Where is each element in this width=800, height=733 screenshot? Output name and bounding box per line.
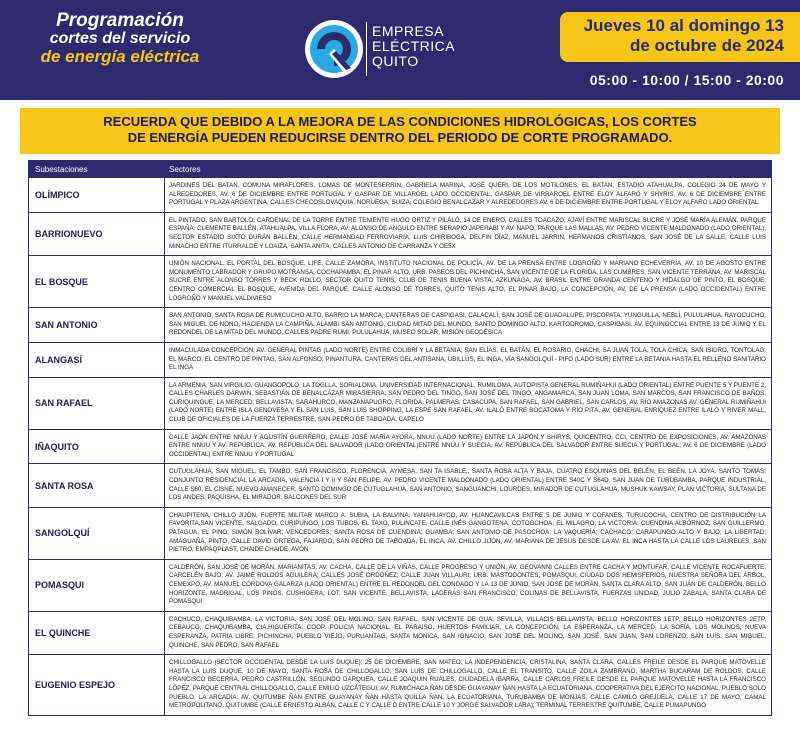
table-row — [29, 178, 771, 212]
table-row — [29, 342, 771, 377]
company-line-3: QUITO — [372, 53, 419, 69]
header — [0, 0, 800, 100]
substation-name: BARRIONUEVO — [29, 213, 165, 255]
substation-name: SANTA ROSA — [29, 464, 165, 506]
table-row — [29, 255, 771, 307]
company-name — [372, 24, 455, 69]
notice-line-2: DE ENERGÍA PUEDEN REDUCIRSE DENTRO DEL PERIODO DE CORTE PROGRAMADO. — [127, 130, 673, 145]
sectors-list: CUTUGLAHUA, SAN MIGUEL, EL TAMBO, SAN FRANCISCO, FLORENCIA, AYMESA, SAN TA ISABLE,; SANTA ROSA ALTA Y BAJA, CUATRO ESQUINAS DEL BELÉN, EL BEÉN, LA JOYA, SANTO TOMÁS; CONJUNTO RESIDENCIAL LA ARCADIA, VALENCIA I Y II Y SAN FELIPE, AV. PEDRO VICENTE MALDONADO (LADO ORIENTAL) ENTRE S40C Y S64D, SAN JUAN DE TURUBAMBA, PARQUE INDUSTRIAL, CALLE S60, EL CISNE, NUEVO AMANECER, SANTO DOMINGO DE CUTUGLAHUA, SAN ANTONIO, SANGUANCHI, LOURDES, MIRADOR DE CUTUGLAHUA, MUSHUK KAWSAY, PLAN VICTORIA, SULTANA DE LOS ANDES, PAQUISHA, EL MIRADOR, BALCONES DEL SUR — [169, 468, 766, 502]
sectors-list: JARDINES DEL BATAN, COMUNA MIRAFLORES, LOMAS DE MONTESERRIN, GABRIELA MARINA, JOSÉ QUERI, DE LOS MOTILONES, EL BATAN, ESTADIO ATAHUALPA, COLEGIO 24 DE MAYO Y ALREDEDORES, AV. 6 DE DICIEMBRE ENTRE PORTUGAL Y GASPAR DE VILLAROEL LADO OCCIDENTAL, GASPAR DE VIRRAROEL ENTRE ELOY ALFARO Y SHYRIS, AV. 6 DE DICIEMBRE ENTRE PORTUGAL Y PLAZA ARGENTINA, CALLES CHECOSLOVAQUIA, NORUEGA, SUIZA, COLEGIO BENALCAZAR Y ALREDEDORES AV. 6 DE DICIEMBRE ENTRE PORTUGAL Y ELOY ALFARO LADO ORIENTAL — [169, 182, 766, 207]
substation-name: SAN RAFAEL — [29, 378, 165, 429]
sectors-list: CALLE JAÓN ENTRE NNUU Y AGUSTÍN GUERRERO, CALLE JOSÉ MARÍA AYORA, NNUU (LADO NORTE) ENTRE LA JAPÓN Y SHIRYS, QUICENTRO, CCI, CENTRO DE EXPOSICIONES, AV. AMAZONAS ENTRE NNUU Y AV. REPÚBLICA, AV. REPÚBLICA DEL SALVADOR (LADO ORIENTAL)ENTRE NNUU Y SUECIA, AV. REPÚBLICA DEL SALVADOR ENTRE SUECIA Y PORTUGAL, AV. 6 DE DICIEMBRE (LADO OCCIDENTAL) ENTRE NNUU Y PORTUGAL — [169, 433, 766, 458]
table-row — [29, 654, 771, 715]
substation-name: IÑAQUITO — [29, 430, 165, 464]
logo-divider — [366, 22, 367, 76]
column-header-sectores: Sectores — [169, 165, 201, 174]
substation-name: OLÍMPICO — [29, 178, 165, 212]
company-line-2: ELÉCTRICA — [372, 38, 456, 54]
table-row — [29, 559, 771, 611]
substation-name: SANGOLQUÍ — [29, 508, 165, 559]
substation-name: SAN ANTONIO — [29, 308, 165, 342]
sectors-list: EL PINTADO, SAN BARTOLO, CARDENAL DE LA TORRE ENTRE TENIENTE HUGO ORTIZ Y PILALÓ, 14 DE ENERO, CALLES TOACAZO, AJAVÍ ENTRE MARISCAL SUCRE Y JOSÉ MARÍA ALEMÁN, PARQUE ESPAÑA, CLEMENTE BALLÉN, ATAHUALPA, VILLA FLORA, AV. ALONSO DE ANGULO ENTRE SERAPIO JAPERABI Y AV. NAPO, PARQUE LAS MALLAS, AV. PEDRO VICENTE MALDONADO (LADO ORIENTAL), SECTOR ESTADIO SIXTO DURÁN BALLÉN, CALLE HERMANDAD FERROVIARIA, LUIS CHIRIBOGA, DELFIN DÍAZ, MANUEL JARRIN, HERMANOS CRISTIANOS, SAN JOSÉ DE LA SALLE, CALLE LUIS MINACHO ENTRE ITURRALDE Y LOAIZA, SANTA ANITA, CALLES ANTONIO DE CARRANZA Y OE5X — [169, 216, 766, 250]
company-logo-icon — [303, 18, 365, 80]
table-body — [29, 178, 771, 715]
date-line-2: de octubre de 2024 — [629, 36, 784, 55]
substation-name: ALANGASÍ — [29, 343, 165, 377]
table-row — [29, 611, 771, 654]
outage-hours: 05:00 - 10:00 / 15:00 - 20:00 — [589, 72, 784, 88]
sectors-list: CACHUCO, CHAQUIBAMBA, LA VICTORIA, SAN JOSÉ DEL MOLINO, SAN RAFAEL, SAN VICENTE DE GUA, SEVILLA, VILLACIS BELLAVISTA, BELLO HORIZONTES 1ETP, BELLO HORIZONTES 2ETP, CEBAUCO, CHAQUIBAMBA, CIA.HIGUERITA, COOP. POLICIA NACIONAL, EL PARAISO, HUERTOS FAMILIAR, LA CONCEPCIÓN, LA ESPERANZA, LA MERCED, LA SOFÍA, LOS MOLINOS, NUEVA ESPERANZA, PATRIA LIBRE, PICHINCHA, PUEBLO VIEJO, PURUANTAG, SANTA MONICA, SAN IGNACIO, SAN JOSÉ DEL MOLINO, SAN JOSÉ, SAN JUAN, SAN LORENZO, SAN LUIS, SAN MIGUEL, QUINCHE, SAN PEDRO, SAN RAFAEL — [169, 615, 766, 649]
title-line-2: cortes del servicio — [49, 30, 191, 47]
sectors-list: UNIÓN NACIONAL, EL PORTAL DEL BOSQUE, LIFE, CALLE ZAMORA, INSTITUTO NACIONAL DE POLICÍA, AV. DE LA PRENSA ENTRE LOGROÑO Y MARIANO ECHEVERRÍA, AV. 10 DE AGOSTO ENTRE MONUMENTO LABRADOR Y GRUPO MOTRANSA, COCHAPAMBA, EL PINAR ALTO, URB. PASEOS DEL PICHINCHA, SAN VICENTE DE LA FLORIDA, LAS CUMBRES, SAN VICENTE TERRANA, AV. MARISCAL SUCRE ENTRE ALONSO TORRES Y BECK ROLLO, SECTOR QUITO TENIS, CLUB DE TENIS BUENA VISTA, AZKUNAGA, AV. BRASIL ENTRE GRANDA CENTENO Y HIDALGO DE PINTO, EL BOSQUE, CENTRO COMERCIAL EL BOSQUE, AVENIDA DEL PARQUE, CALLE ALONSO DE TORRES, QUITO TENIS ALTO, EL PINAR BAJO, LA CONCEPCIÓN, AV. DE LA PRENSA (LADO OCCIDENTAL) ENTRE LOGROÑO Y MANUEL VALDIVIESO — [169, 260, 766, 302]
sectors-list: LA ARMENIA, SAN VIRGILIO, GUANGOPOLO, LA TOGLLA, SORIALOMA, UNIVERSIDAD INTERNACIONAL, RUMILOMA, AUTOPISTA GENERAL RUMIÑAHUI (LADO ORIENTAL) ENTRE PUENTE 5 Y PUENTE 2, CALLES CHARLES DARWIN, SEBASTIÁN DE BENALCÁZAR MIRASIERRA, SAN PEDRO DEL TINGO, SAN JOSÉ DEL TINGO, ANGAMARCA, SAN JUAN LOMA, SAN MARCOS, SAN FRANCISCO DE BAÑOS, CURIQUINGUE, LA MERCED, BELLAVISTA, SARAHURCO, MANZANAPUGRO, FLORIDA, PALMERAS, CASACUPA, SAN RAFAEL, SAN GABRIEL, SAN CARLOS, AV. RÍO AMAZONAS AV. GENERAL RUMIÑAHUI (LADO NORTE) ENTRE ISLA GENOVESA Y EL SAN LUIS, SAN LUIS SHOPPING, LA ESPE SAN RAFAEL, AV. ILALÓ ENTRE BOCATOMA Y RÍO PITA, AV. GENERAL ENRÍQUEZ ENTRE ILALÓ Y RIVER MALL, CLUB DE OFICIALES DE LA FUERZA TERRESTRE, SAN PEDRO DE TABOADA, CAPELO — [169, 381, 766, 424]
company-line-1: EMPRESA — [372, 23, 444, 39]
substation-name: EL BOSQUE — [29, 256, 165, 307]
title-line-3: de energía eléctrica — [40, 47, 200, 66]
date-line-1: Jueves 10 al domingo 13 — [583, 16, 784, 35]
column-header-subestaciones: Subestaciones — [35, 165, 88, 174]
title-line-1: Programación — [56, 10, 184, 31]
substation-name: POMASQUI — [29, 560, 165, 611]
table-row — [29, 463, 771, 506]
date-range-badge — [560, 12, 800, 62]
substation-name: EL QUINCHE — [29, 612, 165, 654]
notice-banner — [20, 108, 780, 154]
notice-line-1: RECUERDA QUE DEBIDO A LA MEJORA DE LAS CONDICIONES HIDROLÓGICAS, LOS CORTES — [103, 114, 697, 129]
table-header — [29, 161, 771, 178]
sectors-list: INMACULADA CONCEPCIÓN, AV. GENERAL PINTAG (LADO NORTE) ENTRE COLIBRÍ Y LA BETANIA, SAN ELÍAS, EL BATÁN, EL ROSARIO, CHACHI, SA JUAN TOLA, TOLA CHICA, SAN ISIDRO, TONTOLAG, EL MARCO, EL CENTRO DE PINTAG, SAN ALFONSO, PINANTURA, CANTERAS DEL ANTISANA, UBILLÚS, EL INGA, VÍA SANGOLQUÍ - PIFO (LADO SUR) ENTRE LA BETANIA HASTA EL RELLENO SANITARIO EL INGA — [169, 346, 766, 372]
table-row — [29, 377, 771, 429]
table-row — [29, 429, 771, 464]
sectors-list: CHAUPITENA, CHILLO JIJÓN, FUERTE MILITAR MARCO A. SUBIA, LA BALVINA; YANAHUAYCO, AV. HUANCAVILCAS ENTRE 5 DE JUNIO Y COFANES, TURUCOCHA, CENTRO DE DISTRIBUCIÓN LA FAVORITA,SAN VICENTE, SALGADO, CURIPUNGO, LOS TUBOS, EL TAXO, PULINCATE, CALLE INÉS GANGOTENA, COTOGCHOA; EL MILAGRO; LA VICTORIA; CUENDINA ALBORNOZ; SAN GUILLERMO; PATAGUA; EL PINO; SIMÓN BOLÍVAR; VENCEDORES; SANTA ROSA DE CUENDINA; GUAMBA; SAN ANTONIO DE PASOCHOA; LA VAQUERÍA; CACHACO; CARAPUNGO ALTO Y BAJO; LA LIBERTAD; AMAGUAÑA, PINTO, CALLE DAVID ORTEGA, FAJARDO, SAN PEDRO DE TABOADA, EL INCA, AV. CHILLO JIJÓN, AV. MARIANA DE JESUS DESDE LA AV. EL INCA HASTA LA CALLE LOS LAURELES, SAN PIETRO, EMPAQPLAST, CHAIDE CHAIDE, AVÓN — [169, 511, 766, 554]
table-row — [29, 212, 771, 255]
sectors-list: SAN ANTONIO, SANTA ROSA DE RUMICUCHO ALTO, BARRIO LA MARCA, CANTERAS DE CASPIGASI, CALACALÍ, SAN JOSÉ DE GUADALUPE, PISCOPATA, YUNGUILLA, NEBLÍ, PULULAHUA, RAYOCUCHO, SAN MIGUEL DE NONO, HACIENDA LA CAMPIÑA, ALAMBI SAN ANTONIO, CIUDAD MITAD DEL MUNDO, SANTO DOMINGO ALTO, KARTODROMO, CASPIGASI, AV. EQUINOCCIAL ENTRE 13 DE JUNIO Y EL REDONDEL DE LA MITAD DEL MUNDO, CALLES PADRE RUMI, PULULAHUA, MUSEO SOLAR, MISIÓN GEODÉSICA — [169, 312, 766, 337]
sectors-list: CHILLOGALLO (SECTOR OCCIDENTAL DESDE LA LUIS DUQUE); 25 DE DICIEMBRE, SAN MATEO, LA INDEPENDENCIA, CRISTALINA, SANTA CLARA, CALLES FREILE DESDE EL PARQUE MATOVELLE HASTA LA LUIS DUQUE, 10 DE MAYO, SANTA ROSA DE CHILLOGALLO, SAN LUIS DE CHILLOGALLO, CALLE EL TRANSITO, CALLE ZOILA ZAMBRANO, MARTHA BUCARAM DE ROLDOS, CALLE FRANCISCO BECERRA, PEDRO CASTRILLÓN, SEGUNDO DARQUEA, CALLE JOAQUIN RUALES, CIUDADELA IBARRA, CALLE CARLOS FREILE DESDE EL PARQUE MATOVELLE HASTA LA FRANCISCO LÓPEZ, PARQUE CENTRAL CHILLOGALLO, CALLE EMILIO UZCÁTEGUI, AV. RUMICHACA ÑAN DESDE GUAYANAY ÑAN HASTA LA ECUATORIANA, COOPERATIVA DEL EJÉRCITO NACIONAL, PUEBLO SOLO PUEBLO, LA ARCADIA, AV. QUITUMBE ÑAN ENTRE GUAYANAY ÑAN HASTA QUILLA ÑAN, LA ECUATORIANA, TURUBAMBA DE MONJAS, CALLE CAMILO OREJUELA, CALLE 17 DE MAYO, CAMAL METROPOLITANO, QUITUMBE (CALLE ERNESTO ALBÁN, CALLE C Y CALLE D ENTRE CALLE 10 Y JORGE SALVADOR LARA); TERMINAL TERRESTRE QUITUMBE, CALLE PUMAPUNGO — [169, 659, 766, 710]
substation-name: EUGENIO ESPEJO — [29, 655, 165, 715]
sectors-list: CALDERÓN, SAN JOSÉ DE MORÁN, MARIANITAS, AV. CACHA, CALLE DE LA VIÑAS, CALLE PROGRESO Y UNIÓN, AV. GEOVANNI CALLES ENTRE CACHA Y MONTUFAR, CALLE VICENTE ROCAFUERTE, CARCELÉN BAJO; AV. JAIME ROLDÓS AGUILERA; CALLES JOSÉ ORDÓÑEZ; CALLE JUAN VILLAURI; URB. MASTODONTES, POMASQUI, CIUDAD DOS HEMISFERIOS, NUESTRA SEÑORA DEL ÁRBOL, CEMEXPO, AV. MANUEL CÓRDOVA GALARZA (LADO ORIENTAL) ENTRE EL REDONDEL DEL CONDADO Y LA 13 DE JUNIO, SAN JOSÉ DE MORÁN, SANTA CLARA ALTO, SAN JUÁN DE CALDERÓN, BELLO HORIZONTE, MADRIGAL, LOS PINOS, CUSHIGERA, LOT. SAN VICENTE, BELLAVISTA, LADERAS SAN FRANCISCO, COLINAS DE BELLAVISTA, FUERZAS UNIDAD, JULIO ZABALA, SANTA CLARA DE POMASQUI — [169, 563, 766, 606]
table-row — [29, 307, 771, 342]
table-row — [29, 507, 771, 559]
outage-table — [28, 160, 772, 716]
page-title — [30, 12, 210, 66]
